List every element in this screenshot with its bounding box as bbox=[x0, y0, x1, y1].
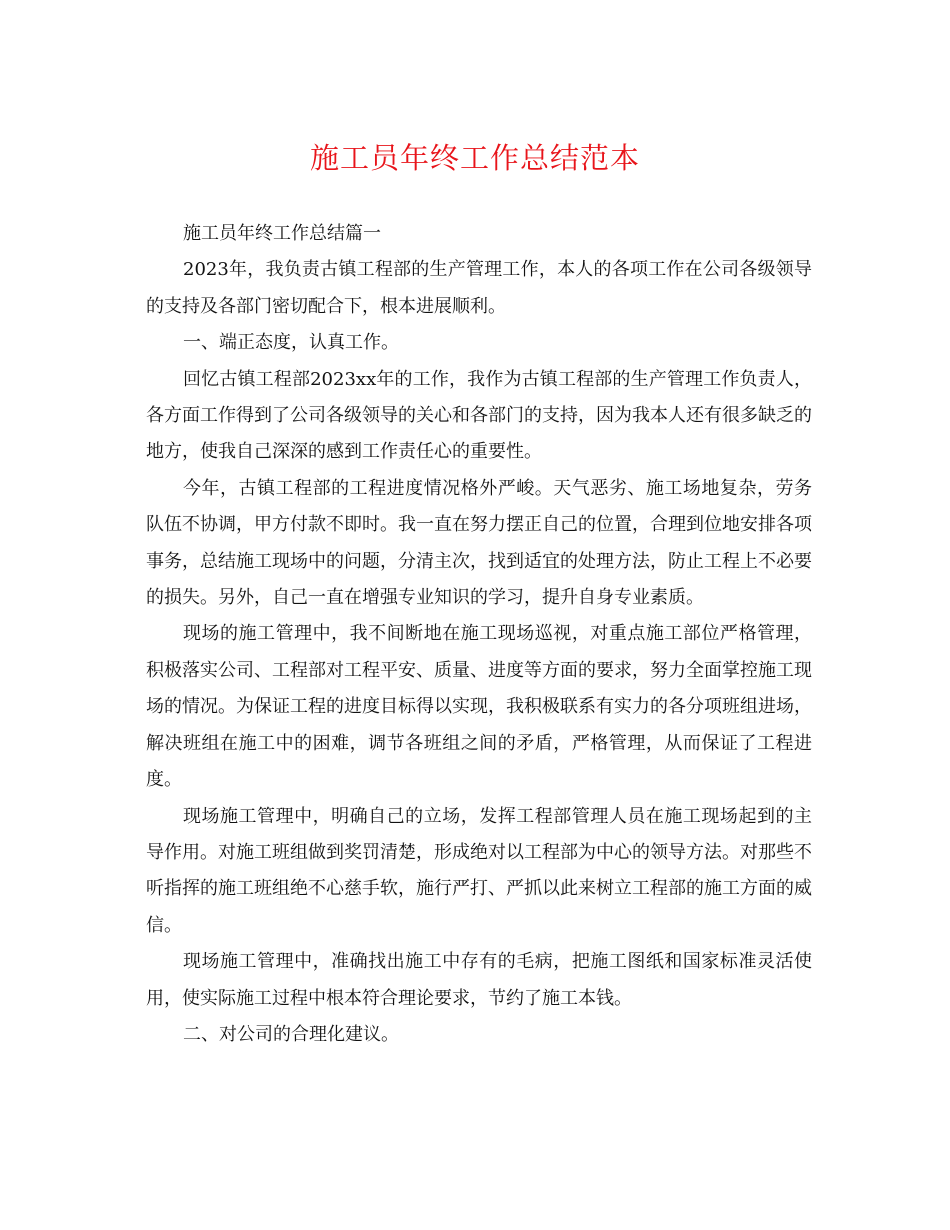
paragraph: 2023年，我负责古镇工程部的生产管理工作，本人的各项工作在公司各级领导的支持及各部门密切配合下，根本进展顺利。 bbox=[146, 259, 812, 317]
paragraph: 现场的施工管理中，我不间断地在施工现场巡视，对重点施工部位严格管理，积极落实公司、工程部对工程平安、质量、进度等方面的要求，努力全面掌控施工现场的情况。为保证工程的进度目标得以实现，我积极联系有实力的各分项班组进场，解决班组在施工中的困难，调节各班组之间的矛盾，严格管理，从而保证了工程进度。 bbox=[146, 623, 812, 791]
subheading: 一、端正态度，认真工作。 bbox=[183, 332, 399, 354]
paragraph: 现场施工管理中，准确找出施工中存有的毛病，把施工图纸和国家标准灵活使用，使实际施工过程中根本符合理论要求，节约了施工本钱。 bbox=[146, 951, 812, 1009]
paragraph: 今年，古镇工程部的工程进度情况格外严峻。天气恶劣、施工场地复杂，劳务队伍不协调，甲方付款不即时。我一直在努力摆正自己的位置，合理到位地安排各项事务，总结施工现场中的问题，分清主次，找到适宜的处理方法，防止工程上不必要的损失。另外，自己一直在增强专业知识的学习，提升自身专业素质。 bbox=[146, 477, 812, 609]
paragraph: 回忆古镇工程部2023xx年的工作，我作为古镇工程部的生产管理工作负责人，各方面工作得到了公司各级领导的关心和各部门的支持，因为我本人还有很多缺乏的地方，使我自己深深的感到工作责任心的重要性。 bbox=[146, 368, 812, 463]
document-title: 施工员年终工作总结范本 bbox=[309, 141, 640, 175]
section-heading-1: 施工员年终工作总结篇一 bbox=[183, 223, 381, 244]
subheading: 二、对公司的合理化建议。 bbox=[183, 1023, 399, 1045]
document-body bbox=[146, 216, 812, 1053]
paragraph: 现场施工管理中，明确自己的立场，发挥工程部管理人员在施工现场起到的主导作用。对施工班组做到奖罚清楚，形成绝对以工程部为中心的领导方法。对那些不听指挥的施工班组绝不心慈手软，施行严打、严抓以此来树立工程部的施工方面的威信。 bbox=[146, 805, 812, 936]
